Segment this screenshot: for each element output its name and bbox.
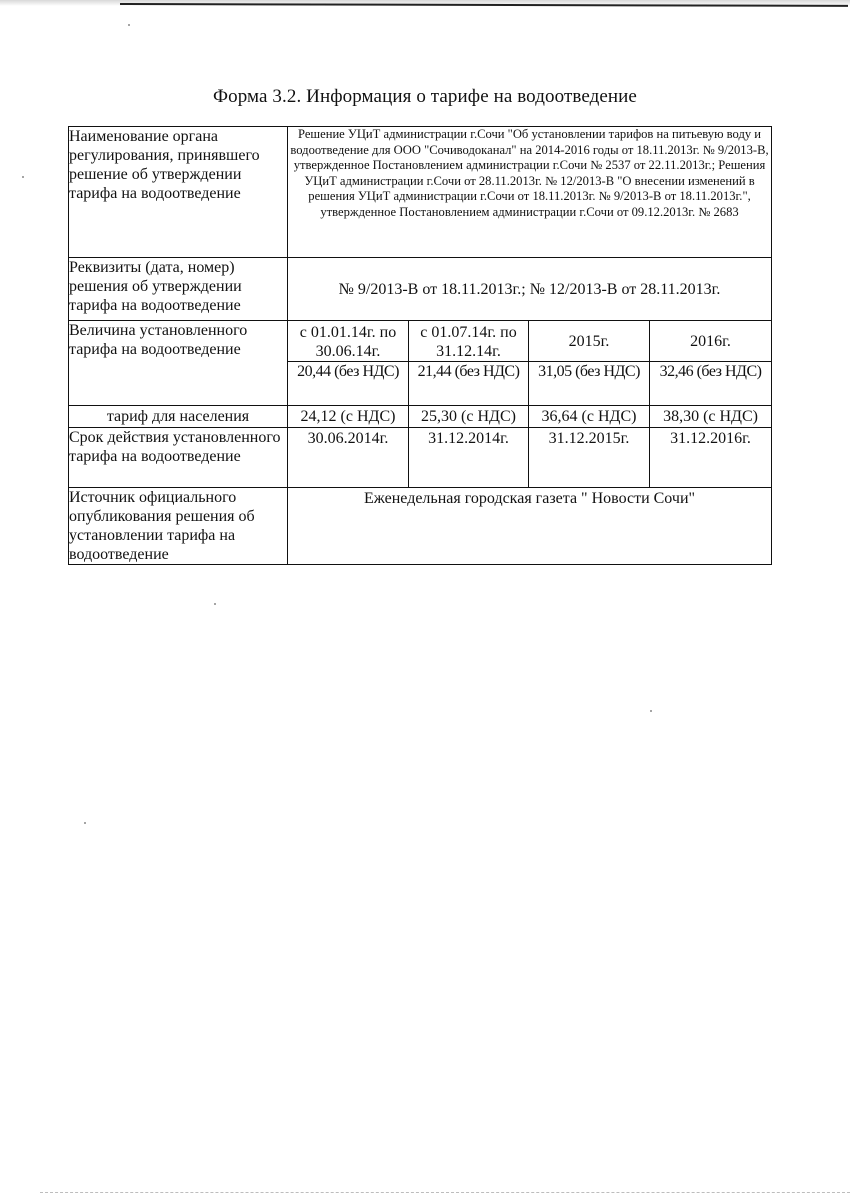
table-row-authority [69, 127, 772, 258]
scan-speck [84, 822, 86, 824]
population-tariff-label: тариф для населения [69, 406, 288, 428]
scan-speck [214, 603, 216, 605]
requisites-value: № 9/2013-В от 18.11.2013г.; № 12/2013-В от 28.11.2013г. [288, 258, 772, 321]
scan-speck [128, 24, 130, 26]
source-label: Источник официального опубликования решения об установлении тарифа на водоотведение [69, 488, 288, 565]
tariff-no-vat-2: 21,44 (без НДС) [409, 362, 529, 406]
population-tariff-3: 36,64 (с НДС) [529, 406, 650, 428]
tariff-period-3: 2015г. [529, 321, 650, 362]
validity-2: 31.12.2014г. [409, 428, 529, 488]
authority-value: Решение УЦиТ администрации г.Сочи "Об установлении тарифов на питьевую воду и водоотведение для ООО "Сочиводоканал" на 2014-2016 годы от 18.11.2013г. № 9/2013-В, утвержденное Постановлением администрации г.Сочи № 2537 от 22.11.2013г.; Решения УЦиТ администрации г.Сочи от 28.11.2013г. № 12/2013-В "О внесении изменений в решения УЦиТ администрации г.Сочи от 18.11.2013г. № 9/2013-В от 18.11.2013г.", утвержденное Постановлением администрации г.Сочи от 09.12.2013г. № 2683 [288, 127, 772, 258]
document-title: Форма 3.2. Информация о тарифе на водоотведение [213, 86, 637, 107]
scan-speck [650, 710, 652, 712]
table-row-tariff-periods [69, 321, 772, 362]
tariff-no-vat-4: 32,46 (без НДС) [650, 362, 772, 406]
table-row-population [69, 406, 772, 428]
tariff-info-table [68, 126, 772, 565]
source-value: Еженедельная городская газета " Новости Сочи" [288, 488, 772, 565]
table-row-source [69, 488, 772, 565]
scan-speck [22, 176, 24, 178]
validity-4: 31.12.2016г. [650, 428, 772, 488]
table-row-validity [69, 428, 772, 488]
scan-artifact-line [40, 1192, 850, 1193]
tariff-no-vat-1: 20,44 (без НДС) [288, 362, 409, 406]
authority-label: Наименование органа регулирования, принявшего решение об утверждении тарифа на водоотведение [69, 127, 288, 258]
tariff-label: Величина установленного тарифа на водоотведение [69, 321, 288, 406]
population-tariff-1: 24,12 (с НДС) [288, 406, 409, 428]
validity-1: 30.06.2014г. [288, 428, 409, 488]
population-tariff-2: 25,30 (с НДС) [409, 406, 529, 428]
tariff-no-vat-3: 31,05 (без НДС) [529, 362, 650, 406]
validity-3: 31.12.2015г. [529, 428, 650, 488]
tariff-period-1: с 01.01.14г. по 30.06.14г. [288, 321, 409, 362]
tariff-period-4: 2016г. [650, 321, 772, 362]
tariff-period-2: с 01.07.14г. по 31.12.14г. [409, 321, 529, 362]
validity-label: Срок действия установленного тарифа на водоотведение [69, 428, 288, 488]
requisites-label: Реквизиты (дата, номер) решения об утверждении тарифа на водоотведение [69, 258, 288, 321]
table-row-requisites [69, 258, 772, 321]
population-tariff-4: 38,30 (с НДС) [650, 406, 772, 428]
